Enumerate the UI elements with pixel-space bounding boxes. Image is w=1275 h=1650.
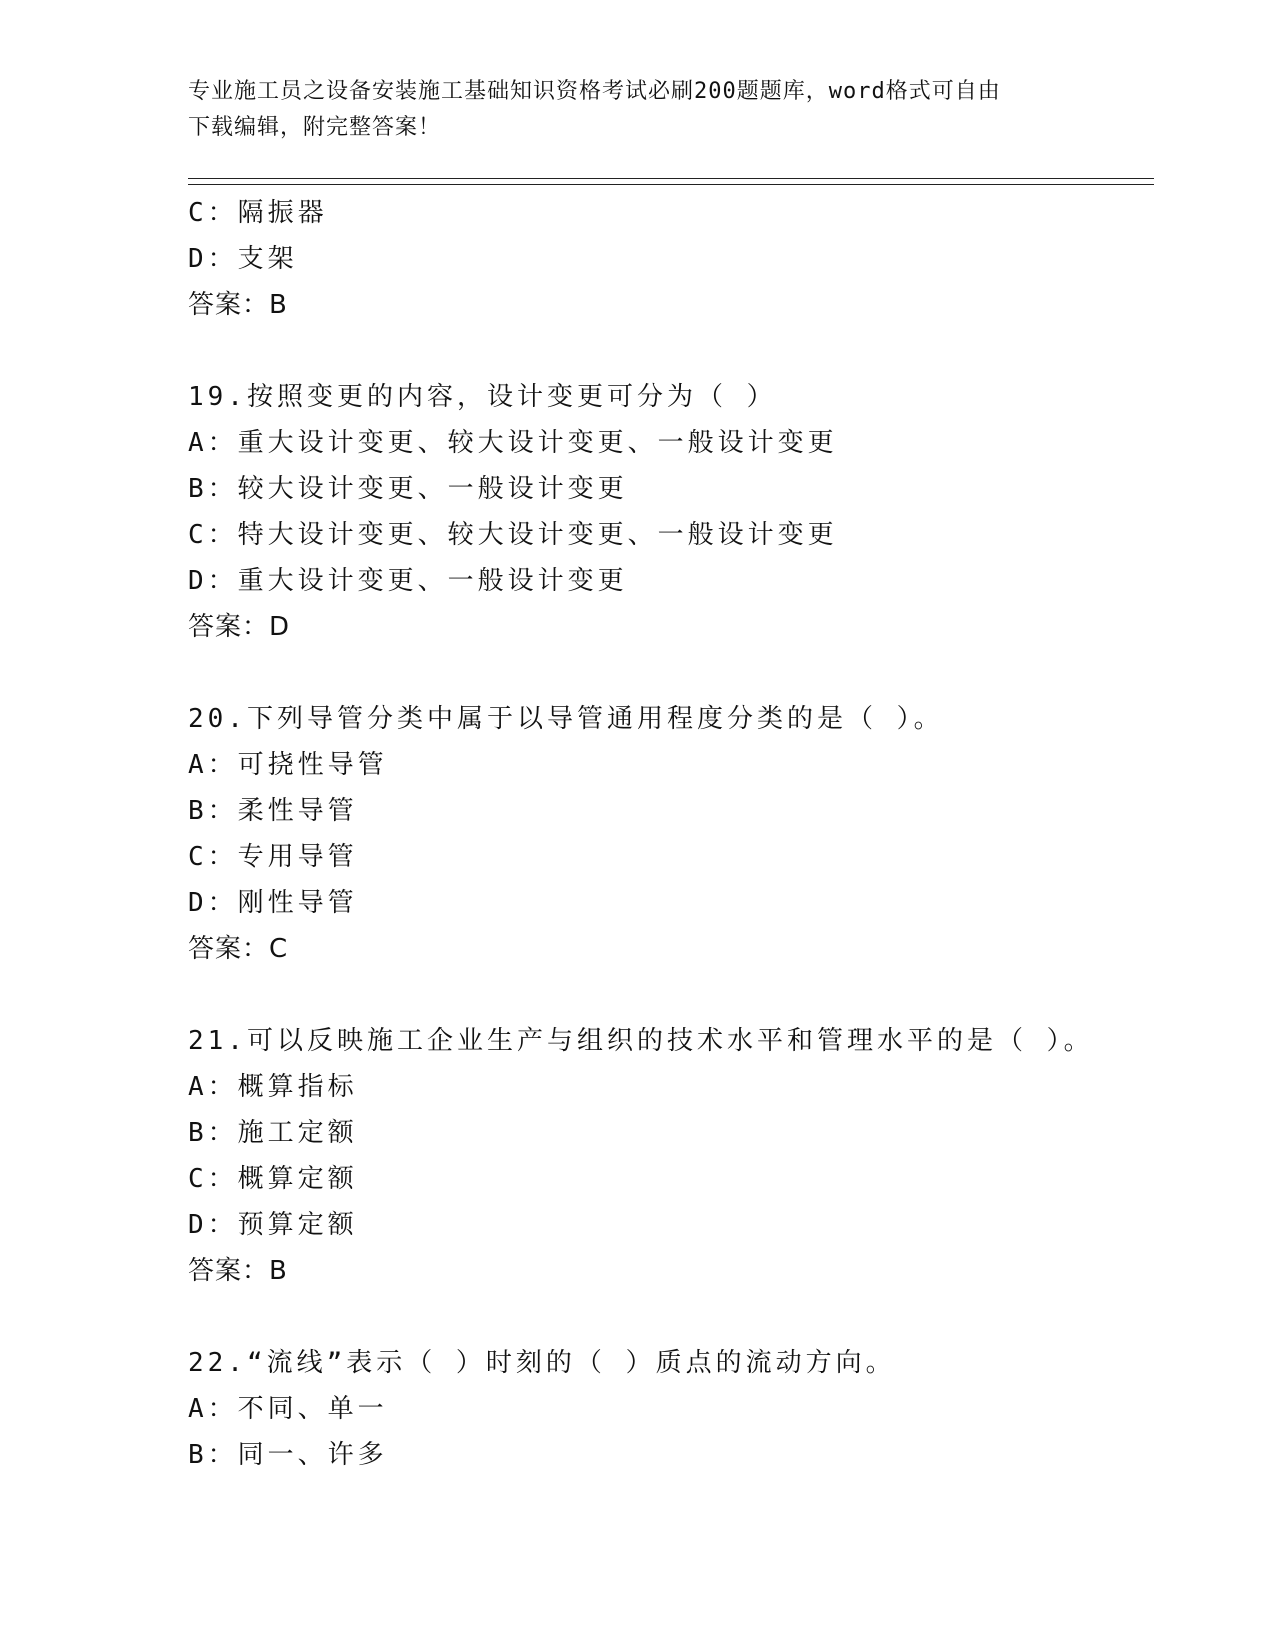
option-c: C：隔振器 [188, 198, 328, 228]
option-a: A：可挠性导管 [188, 750, 388, 780]
question-20 [188, 696, 1154, 972]
option-c: C：特大设计变更、较大设计变更、一般设计变更 [188, 520, 838, 550]
question-18-partial [188, 190, 1154, 328]
header-divider [188, 178, 1154, 185]
spacer [188, 650, 1154, 696]
option-c: C：概算定额 [188, 1164, 358, 1194]
option-d: D：支架 [188, 244, 298, 274]
option-d: D：预算定额 [188, 1210, 358, 1240]
option-a: A：不同、单一 [188, 1394, 388, 1424]
spacer [188, 1294, 1154, 1340]
option-b: B：同一、许多 [188, 1440, 388, 1470]
spacer [188, 972, 1154, 1018]
answer-line: 答案：B [188, 290, 288, 320]
question-stem: 22.“流线”表示（ ）时刻的（ ）质点的流动方向。 [188, 1348, 896, 1378]
document-body [188, 190, 1154, 1478]
header-line-2: 下载编辑，附完整答案！ [188, 115, 442, 140]
option-b: B：柔性导管 [188, 796, 358, 826]
question-22 [188, 1340, 1154, 1478]
header-line-1: 专业施工员之设备安装施工基础知识资格考试必刷200题题库，word格式可自由 [188, 79, 1001, 104]
question-19 [188, 374, 1154, 650]
answer-line: 答案：C [188, 934, 289, 964]
option-b: B：施工定额 [188, 1118, 358, 1148]
option-d: D：重大设计变更、一般设计变更 [188, 566, 628, 596]
question-stem: 19.按照变更的内容，设计变更可分为（ ） [188, 382, 777, 412]
option-b: B：较大设计变更、一般设计变更 [188, 474, 628, 504]
answer-line: 答案：D [188, 612, 291, 642]
question-stem: 20.下列导管分类中属于以导管通用程度分类的是（ ）。 [188, 704, 944, 734]
question-21 [188, 1018, 1154, 1294]
spacer [188, 328, 1154, 374]
option-a: A：重大设计变更、较大设计变更、一般设计变更 [188, 428, 838, 458]
question-stem: 21.可以反映施工企业生产与组织的技术水平和管理水平的是（ ）。 [188, 1026, 1094, 1056]
option-a: A：概算指标 [188, 1072, 358, 1102]
option-d: D：刚性导管 [188, 888, 358, 918]
option-c: C：专用导管 [188, 842, 358, 872]
document-header [188, 74, 1088, 146]
answer-line: 答案：B [188, 1256, 288, 1286]
